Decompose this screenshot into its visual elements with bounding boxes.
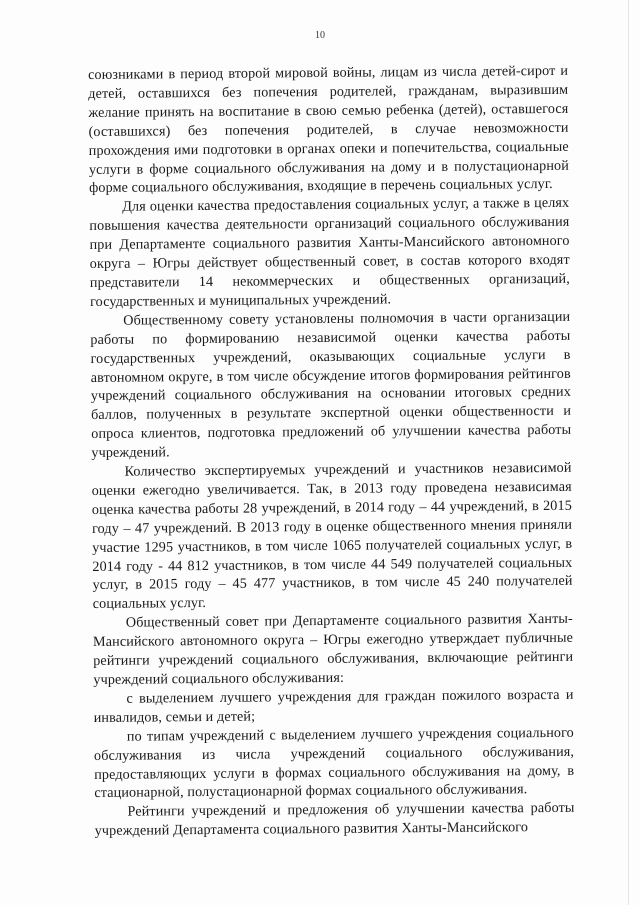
paragraph-continuation: союзниками в период второй мировой войны, лицам из числа детей-сирот и детей, оставшихся без попечения родителей, гражданам, выразившим желание принять на воспитание в свою семью ребенка (детей), оставшегося (оставшихся) без попечения родителей, в случае невозможности прохождения ими подготовки в органах опеки и попечительства, социальные услуги в форме социального обслуживания на дому и в полустационарной форме социального обслуживания, входящие в перечень социальных услуг. — [88, 62, 569, 197]
document-body — [88, 62, 575, 841]
scan-edge-line — [628, 0, 629, 905]
paragraph-public-ratings: Общественный совет при Департаменте социального развития Ханты-Мансийского автономного округа – Югры ежегодно утверждает публичные рейтинги учреждений социального обслуживания, включающие рейтинги учреждений социального обслуживания: — [92, 611, 574, 688]
paragraph-rating-by-type: по типам учреждений с выделением лучшего учреждения социального обслуживания из числа учреждений социального обслуживания, предоставляющих услуги в формах социального обслуживания на дому, в стационарной, полустационарной формах социального обслуживания. — [93, 724, 575, 802]
paragraph-ratings-proposals: Рейтинги учреждений и предложения об улучшении качества работы учреждений Департамента социального развития Ханты-Мансийского — [94, 800, 575, 840]
paragraph-rating-best-institution: с выделением лучшего учреждения для граждан пожилого возраста и инвалидов, семьи и детей; — [93, 686, 574, 726]
paragraph-assessment-stats: Количество экспертируемых учреждений и участников независимой оценки ежегодно увеличивается. Так, в 2013 году проведена независимая оценка качества работы 28 учреждений, в 2014 году – 44 учреждений, в 2015 году – 47 учреждений. В 2013 году в оценке общественного мнения приняли участие 1295 участников, в том числе 1065 получателей социальных услуг, в 2014 году - 44 812 участников, в том числе 44 549 получателей социальных услуг, в 2015 году – 45 477 участников, в том числе 45 240 получателей социальных услуг. — [91, 459, 573, 613]
paragraph-public-council: Для оценки качества предоставления социальных услуг, а также в целях повышения качества деятельности организаций социального обслуживания при Департаменте социального развития Ханты-Мансийского автономного округа – Югры действует общественный совет, в состав которого входят представители 14 некоммерческих и общественных организаций, государственных и муниципальных учреждений. — [89, 195, 570, 310]
paragraph-council-powers: Общественному совету установлены полномочия в части организации работы по формированию независимой оценки качества работы государственных учреждений, оказывающих социальные услуги в автономном округе, в том числе обсуждение итогов формирования рейтингов учреждений социального обслуживания на основании итоговых средних баллов, полученных в результате экспертной оценки общественности и опроса клиентов, подготовка предложений об улучшении качества работы учреждений. — [90, 308, 572, 462]
page-number: 10 — [315, 30, 325, 41]
